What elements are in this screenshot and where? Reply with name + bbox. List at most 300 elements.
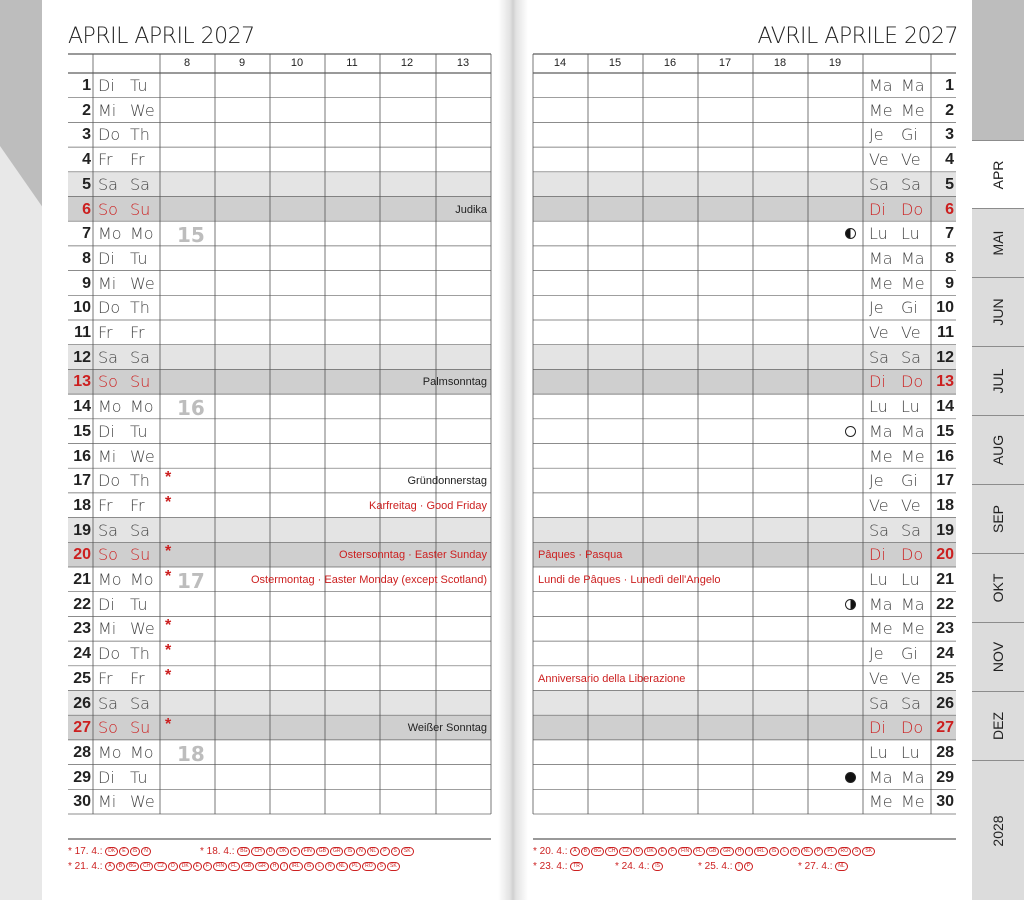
country-code-badge: SK xyxy=(862,847,875,856)
day-number: 29 xyxy=(936,768,954,786)
day-number: 24 xyxy=(73,645,91,663)
country-code-badge: GR xyxy=(255,862,269,871)
country-code-badge: GB xyxy=(706,847,719,856)
weekday-fr: Sa xyxy=(869,174,889,194)
weekday-fr: Lu xyxy=(869,570,888,589)
footnote-right xyxy=(533,846,876,857)
hour-header: 13 xyxy=(456,57,470,69)
country-code-badge: GB xyxy=(241,862,254,871)
weekday-fr: Ma xyxy=(869,248,893,268)
weekday-it: Ve xyxy=(901,150,921,170)
country-code-badge: E xyxy=(119,847,128,856)
hour-header: 10 xyxy=(290,57,304,69)
country-code-badge: I xyxy=(735,862,742,871)
day-number: 7 xyxy=(82,225,91,243)
weekday-de: Di xyxy=(98,767,115,787)
weekday-de: Mi xyxy=(98,619,117,639)
country-code-badge: FL xyxy=(228,862,240,871)
weekday-en: Th xyxy=(130,471,150,491)
holiday-note-left: Weißer Sonntag xyxy=(407,722,487,735)
weekday-de: So xyxy=(98,545,118,565)
holiday-star: * xyxy=(165,642,172,660)
country-code-badge: P xyxy=(744,862,753,871)
saturday-shade xyxy=(533,345,956,370)
weekday-de: Do xyxy=(98,125,121,145)
footnote-label: * 25. 4.: xyxy=(698,861,736,872)
country-code-badge: DK xyxy=(179,862,192,871)
day-number: 3 xyxy=(945,126,954,144)
weekday-de: Sa xyxy=(98,347,118,367)
weekday-it: Me xyxy=(901,446,925,466)
country-code-badge: E xyxy=(658,847,667,856)
weekday-de: So xyxy=(98,199,118,219)
country-code-badge: A xyxy=(570,847,579,856)
weekday-fr: Me xyxy=(869,619,893,639)
day-number: 20 xyxy=(936,546,954,564)
day-number: 13 xyxy=(936,373,954,391)
weekday-it: Ma xyxy=(901,767,925,787)
weekday-en: Sa xyxy=(130,347,150,367)
sunday-shade xyxy=(533,369,956,394)
weekday-de: So xyxy=(98,718,118,738)
weekday-it: Lu xyxy=(901,224,920,244)
weekday-de: Fr xyxy=(98,323,113,342)
weekday-de: Di xyxy=(98,421,115,441)
weekday-en: Su xyxy=(130,199,151,219)
hour-header: 19 xyxy=(828,57,842,69)
footnote-label: * 23. 4.: xyxy=(533,861,571,872)
country-code-badge: IS xyxy=(769,847,780,856)
weekday-it: Gi xyxy=(901,298,918,318)
day-number: 10 xyxy=(936,299,954,317)
month-tab-label: 2028 xyxy=(990,814,1006,847)
footnote-left xyxy=(200,846,415,857)
month-tab-label: SEP xyxy=(990,504,1006,534)
day-number: 25 xyxy=(73,669,91,687)
country-code-badge: FIN xyxy=(213,862,227,871)
country-code-badge: B xyxy=(116,862,125,871)
country-code-badge: N xyxy=(325,862,335,871)
day-number: 11 xyxy=(937,324,954,341)
month-tab-mai[interactable] xyxy=(972,208,1024,277)
weekday-it: Ma xyxy=(901,248,925,268)
country-code-badge: NL xyxy=(835,862,847,871)
sunday-shade xyxy=(533,197,956,222)
weekday-fr: Ma xyxy=(869,76,893,95)
weekday-fr: Sa xyxy=(869,520,889,540)
weekday-it: Do xyxy=(901,372,924,392)
weekday-de: Do xyxy=(98,644,121,664)
country-code-badge: S xyxy=(391,847,400,856)
country-code-badge: GR xyxy=(720,847,734,856)
weekday-de: Mo xyxy=(98,742,122,762)
weekday-it: Ma xyxy=(901,421,925,441)
weekday-fr: Je xyxy=(869,298,884,318)
weekday-en: Tu xyxy=(130,594,148,614)
holiday-note-right: Anniversario della Liberazione xyxy=(538,672,686,685)
weekday-fr: Me xyxy=(869,100,893,120)
saturday-shade xyxy=(533,691,956,716)
holiday-star: * xyxy=(165,666,172,684)
weekday-fr: Me xyxy=(869,792,893,812)
hour-header: 14 xyxy=(553,57,567,69)
hour-header: 16 xyxy=(663,57,677,69)
day-number: 26 xyxy=(936,694,954,712)
weekday-it: Gi xyxy=(901,644,918,664)
holiday-note-right: Pâques · Pasqua xyxy=(538,549,623,562)
day-number: 26 xyxy=(73,694,91,712)
country-code-badge: D xyxy=(266,847,276,856)
month-tab-aug[interactable] xyxy=(972,415,1024,484)
month-tab-jul[interactable] xyxy=(972,346,1024,415)
footnote-label: * 20. 4.: xyxy=(533,846,571,857)
weekday-fr: Ma xyxy=(869,767,893,787)
country-code-badge: GR xyxy=(330,847,344,856)
country-code-badge: I xyxy=(745,847,752,856)
country-code-badge: TR xyxy=(570,862,583,871)
footnote-label: * 21. 4.: xyxy=(68,861,106,872)
weekday-de: Mi xyxy=(98,446,117,466)
day-number: 14 xyxy=(936,398,954,416)
weekday-it: Do xyxy=(901,545,924,565)
day-number: 30 xyxy=(936,793,954,811)
holiday-note-left: Palmsonntag xyxy=(422,376,487,389)
sunday-shade xyxy=(533,715,956,740)
country-code-badge: A xyxy=(105,862,114,871)
weekday-en: Tu xyxy=(130,248,148,268)
weekday-it: Lu xyxy=(901,397,920,417)
country-code-badge: B xyxy=(581,847,590,856)
week-number: 17 xyxy=(177,569,205,593)
day-number: 12 xyxy=(73,348,91,366)
month-tab-label: APR xyxy=(990,160,1006,190)
day-number: 10 xyxy=(73,299,91,317)
holiday-note-left: Judika xyxy=(455,203,487,216)
day-number: 19 xyxy=(936,521,954,539)
country-code-badge: PL xyxy=(349,862,361,871)
month-tab-strip xyxy=(972,0,1024,900)
weekday-it: Sa xyxy=(901,174,921,194)
weekday-it: Gi xyxy=(901,471,918,491)
weekday-en: Tu xyxy=(130,76,148,95)
weekday-fr: Ve xyxy=(869,495,889,515)
weekday-en: Sa xyxy=(130,520,150,540)
weekday-en: Su xyxy=(130,545,151,565)
day-number: 29 xyxy=(73,768,91,786)
weekday-en: Sa xyxy=(130,693,150,713)
left-page-title: APRIL APRIL 2027 xyxy=(68,24,255,49)
weekday-fr: Di xyxy=(869,372,886,392)
weekday-fr: Je xyxy=(869,644,884,664)
country-code-badge: E xyxy=(290,847,299,856)
weekday-de: Di xyxy=(98,594,115,614)
holiday-star: * xyxy=(165,716,172,734)
weekday-it: Gi xyxy=(901,125,918,145)
weekday-de: Mi xyxy=(98,100,117,120)
day-number: 9 xyxy=(945,274,954,292)
weekday-it: Ve xyxy=(901,495,921,515)
weekday-fr: Ve xyxy=(869,150,889,170)
country-code-badge: I xyxy=(280,862,287,871)
weekday-fr: Me xyxy=(869,446,893,466)
country-code-badge: DK xyxy=(644,847,657,856)
weekday-it: Do xyxy=(901,199,924,219)
month-tab-sep[interactable] xyxy=(972,484,1024,553)
footnote-label: * 24. 4.: xyxy=(615,861,653,872)
country-code-badge: IS xyxy=(304,862,315,871)
weekday-de: Mo xyxy=(98,224,122,244)
weekday-en: Th xyxy=(130,298,150,318)
weekday-fr: Ve xyxy=(869,668,889,688)
month-tab-label: JUN xyxy=(990,298,1006,326)
weekday-fr: Di xyxy=(869,718,886,738)
country-code-badge: F xyxy=(203,862,212,871)
day-number: 17 xyxy=(73,472,91,490)
weekday-fr: Me xyxy=(869,273,893,293)
month-tab-2028[interactable] xyxy=(972,760,1024,900)
weekday-fr: Di xyxy=(869,545,886,565)
country-code-badge: IS xyxy=(652,862,663,871)
country-code-badge: S xyxy=(852,847,861,856)
weekday-de: Do xyxy=(98,471,121,491)
hour-header: 12 xyxy=(400,57,414,69)
day-number: 28 xyxy=(73,743,91,761)
day-number: 2 xyxy=(945,101,954,119)
weekday-fr: Sa xyxy=(869,347,889,367)
country-code-badge: IRL xyxy=(754,847,768,856)
weekday-en: We xyxy=(130,792,155,812)
weekday-it: Sa xyxy=(901,520,921,540)
holiday-note-left: Gründonnerstag xyxy=(407,475,487,488)
month-tab-nov[interactable] xyxy=(972,622,1024,691)
weekday-fr: Ve xyxy=(869,323,889,342)
day-number: 19 xyxy=(73,521,91,539)
month-tab-jun[interactable] xyxy=(972,277,1024,346)
weekday-it: Ve xyxy=(901,323,921,342)
country-code-badge: CZ xyxy=(154,862,167,871)
weekday-de: Fr xyxy=(98,495,113,515)
week-number: 18 xyxy=(177,741,205,766)
day-number: 4 xyxy=(945,151,954,169)
weekday-de: Di xyxy=(98,76,115,95)
country-code-badge: CH xyxy=(140,862,153,871)
weekday-en: Fr xyxy=(130,323,145,342)
day-number: 16 xyxy=(936,447,954,465)
day-number: 30 xyxy=(73,793,91,811)
weekday-de: Di xyxy=(98,248,115,268)
month-tab-apr[interactable] xyxy=(972,140,1024,209)
month-tab-okt[interactable] xyxy=(972,553,1024,622)
weekday-en: Su xyxy=(130,372,151,392)
footnote-right xyxy=(615,861,664,872)
weekday-de: Mo xyxy=(98,397,122,417)
day-number: 23 xyxy=(936,620,954,638)
footnote-right xyxy=(698,861,754,872)
day-number: 20 xyxy=(73,546,91,564)
weekday-en: Mo xyxy=(130,224,154,244)
holiday-star: * xyxy=(165,469,172,487)
weekday-fr: Lu xyxy=(869,224,888,244)
day-number: 14 xyxy=(73,398,91,416)
week-number: 15 xyxy=(177,223,205,248)
week-number: 16 xyxy=(177,396,205,421)
weekday-it: Ve xyxy=(901,668,921,688)
holiday-note-left: Ostersonntag · Easter Sunday xyxy=(339,549,487,562)
day-number: 23 xyxy=(73,620,91,638)
weekday-en: Sa xyxy=(130,174,150,194)
weekday-it: Me xyxy=(901,273,925,293)
country-code-badge: F xyxy=(668,847,677,856)
day-number: 7 xyxy=(945,225,954,243)
hour-header: 8 xyxy=(183,57,191,69)
weekday-it: Lu xyxy=(901,742,920,762)
weekday-fr: Ma xyxy=(869,594,893,614)
country-code-badge: FIN xyxy=(301,847,315,856)
weekday-fr: Lu xyxy=(869,742,888,762)
weekday-fr: Je xyxy=(869,125,884,145)
weekday-en: Tu xyxy=(130,421,148,441)
country-code-badge: S xyxy=(377,862,386,871)
day-number: 18 xyxy=(936,496,954,514)
day-number: 5 xyxy=(82,175,91,193)
day-number: 12 xyxy=(936,348,954,366)
weekday-en: Fr xyxy=(130,495,145,515)
footnote-left xyxy=(68,846,152,857)
country-code-badge: L xyxy=(315,862,324,871)
day-number: 3 xyxy=(82,126,91,144)
footnote-label: * 27. 4.: xyxy=(798,861,836,872)
hour-header: 18 xyxy=(773,57,787,69)
country-code-badge: FL xyxy=(693,847,705,856)
day-number: 11 xyxy=(74,324,91,341)
country-code-badge: FIN xyxy=(678,847,692,856)
footnote-right xyxy=(533,861,584,872)
weekday-fr: Lu xyxy=(869,397,888,417)
hour-header: 17 xyxy=(718,57,732,69)
weekday-en: We xyxy=(130,100,155,120)
weekday-fr: Di xyxy=(869,199,886,219)
country-code-badge: SK xyxy=(387,862,400,871)
country-code-badge: NL xyxy=(336,862,348,871)
day-number: 25 xyxy=(936,669,954,687)
country-code-badge: IS xyxy=(344,847,355,856)
weekday-de: Sa xyxy=(98,520,118,540)
holiday-star: * xyxy=(165,493,172,511)
weekday-en: We xyxy=(130,446,155,466)
weekday-en: We xyxy=(130,619,155,639)
month-tab-label: JUL xyxy=(990,368,1006,394)
country-code-badge: N xyxy=(790,847,800,856)
weekday-en: Mo xyxy=(130,397,154,417)
weekday-en: Tu xyxy=(130,767,148,787)
weekday-en: Th xyxy=(130,125,150,145)
country-code-badge: L xyxy=(780,847,789,856)
holiday-star: * xyxy=(165,617,172,635)
saturday-shade xyxy=(533,172,956,197)
weekday-de: Mi xyxy=(98,792,117,812)
weekday-de: Sa xyxy=(98,693,118,713)
day-number: 9 xyxy=(82,274,91,292)
weekday-it: Me xyxy=(901,792,925,812)
month-tab-label: DEZ xyxy=(990,712,1006,740)
weekday-de: Do xyxy=(98,298,121,318)
weekday-it: Sa xyxy=(901,693,921,713)
country-code-badge: GB xyxy=(316,847,329,856)
month-tab-label: OKT xyxy=(990,573,1006,603)
weekday-fr: Je xyxy=(869,471,884,491)
holiday-note-left: Ostermontag · Easter Monday (except Scotland) xyxy=(251,574,487,586)
country-code-badge: P xyxy=(814,847,823,856)
day-number: 8 xyxy=(945,249,954,267)
weekday-de: Mi xyxy=(98,273,117,293)
day-number: 27 xyxy=(936,719,954,737)
country-code-badge: CH xyxy=(605,847,618,856)
day-number: 6 xyxy=(82,200,91,218)
day-number: 27 xyxy=(73,719,91,737)
day-number: 22 xyxy=(936,595,954,613)
weekday-de: Fr xyxy=(98,150,113,170)
day-number: 16 xyxy=(73,447,91,465)
month-tab-label: MAI xyxy=(990,230,1006,256)
month-tab-label: NOV xyxy=(990,641,1006,673)
moon-phase-icon xyxy=(845,599,856,610)
footnote-right xyxy=(798,861,849,872)
day-number: 13 xyxy=(73,373,91,391)
weekday-fr: Ma xyxy=(869,421,893,441)
holiday-star: * xyxy=(165,568,172,585)
weekday-it: Me xyxy=(901,100,925,120)
weekday-en: We xyxy=(130,273,155,293)
day-number: 5 xyxy=(945,175,954,193)
country-code-badge: RO xyxy=(362,862,376,871)
month-tab-label: AUG xyxy=(990,434,1006,466)
weekday-en: Fr xyxy=(130,150,145,170)
saturday-shade xyxy=(533,518,956,543)
day-number: 8 xyxy=(82,249,91,267)
weekday-it: Ma xyxy=(901,76,925,95)
country-code-badge: H xyxy=(270,862,280,871)
weekday-de: Mo xyxy=(98,570,122,589)
country-code-badge: H xyxy=(735,847,745,856)
day-number: 15 xyxy=(73,422,91,440)
day-number: 2 xyxy=(82,101,91,119)
country-code-badge: N xyxy=(356,847,366,856)
holiday-star: * xyxy=(165,543,172,561)
weekday-en: Mo xyxy=(130,570,154,589)
country-code-badge: DK xyxy=(276,847,289,856)
day-number: 24 xyxy=(936,645,954,663)
weekday-it: Me xyxy=(901,619,925,639)
country-code-badge: BG xyxy=(591,847,604,856)
holiday-note-right: Lundi de Pâques · Lunedì dell'Angelo xyxy=(538,574,721,586)
right-page-title: AVRIL APRILE 2027 xyxy=(757,24,958,49)
weekday-fr: Sa xyxy=(869,693,889,713)
day-number: 15 xyxy=(936,422,954,440)
country-code-badge: E xyxy=(193,862,202,871)
day-number: 21 xyxy=(73,571,91,588)
weekday-en: Fr xyxy=(130,668,145,688)
moon-phase-icon xyxy=(845,426,856,437)
country-code-badge: CZ xyxy=(619,847,632,856)
day-number: 18 xyxy=(73,496,91,514)
weekday-en: Th xyxy=(130,644,150,664)
weekday-de: So xyxy=(98,372,118,392)
country-code-badge: SK xyxy=(401,847,414,856)
country-code-badge: N xyxy=(141,847,151,856)
country-code-badge: IS xyxy=(130,847,141,856)
day-number: 28 xyxy=(936,743,954,761)
month-tab-dez[interactable] xyxy=(972,691,1024,760)
